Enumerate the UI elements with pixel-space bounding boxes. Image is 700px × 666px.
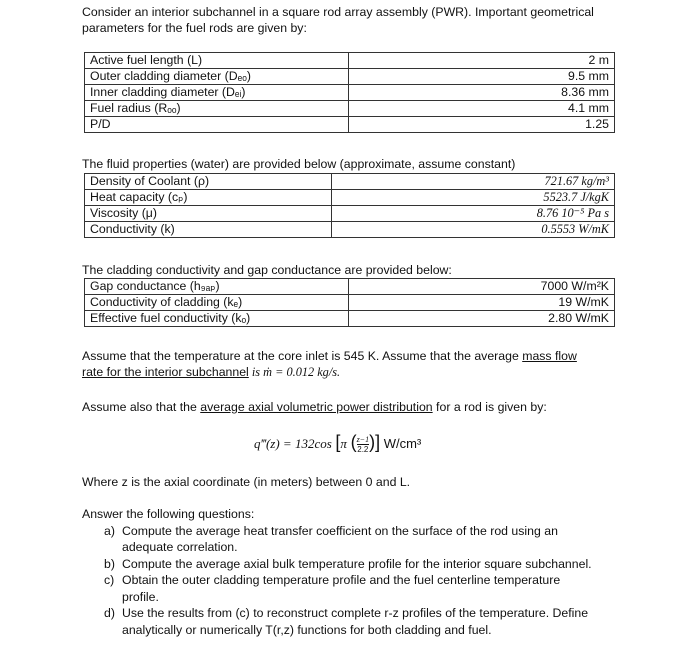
cladding-label: Conductivity of cladding (kₑ) <box>85 295 349 311</box>
table-row <box>85 117 615 133</box>
inlet-assumption <box>82 348 642 380</box>
question-key: d) <box>104 606 115 620</box>
table-row <box>85 85 615 101</box>
geometry-label: P/D <box>85 117 349 133</box>
intro-paragraph <box>82 4 642 36</box>
cladding-caption: The cladding conductivity and gap conductance are provided below: <box>82 263 452 277</box>
power-equation: q‴(z) = 132cos [π ( $\frac{z-1}{2.2}$ )] W/cm³ <box>254 432 422 455</box>
subchannel-link[interactable]: rate for the interior subchannel <box>82 365 249 379</box>
power-distribution-link[interactable]: average axial volumetric power distribution <box>200 400 433 414</box>
questions-list <box>82 506 642 638</box>
fluid-label: Viscosity (μ) <box>85 206 332 222</box>
cladding-value: 2.80 W/mK <box>349 311 615 327</box>
table-row <box>85 101 615 117</box>
question-line: Obtain the outer cladding temperature profile and the fuel centerline temperature <box>122 573 561 587</box>
inlet-text: Assume that the temperature at the core inlet is 545 K. Assume that the average <box>82 349 523 363</box>
equation-pi: π <box>340 436 347 451</box>
equation-units: W/cm³ <box>383 436 422 451</box>
list-item <box>82 572 642 605</box>
cladding-value: 19 W/mK <box>349 295 615 311</box>
geometry-value: 8.36 mm <box>349 85 615 101</box>
geometry-value: 2 m <box>349 53 615 69</box>
table-row <box>85 53 615 69</box>
equation-numerator: z−1 <box>356 435 370 445</box>
geometry-label: Outer cladding diameter (Dₑₒ) <box>85 69 349 85</box>
question-line: Compute the average heat transfer coefficient on the surface of the rod using an <box>122 523 558 538</box>
mass-flow-link[interactable]: mass flow <box>522 349 577 363</box>
question-line: Compute the average axial bulk temperature profile for the interior square subchannel. <box>122 556 592 571</box>
intro-line-1: Consider an interior subchannel in a square rod array assembly (PWR). Important geometrical <box>82 5 594 19</box>
fluid-caption: The fluid properties (water) are provided below (approximate, assume constant) <box>82 157 516 171</box>
question-key: a) <box>104 523 115 538</box>
question-key: b) <box>104 556 115 571</box>
fluid-value: 8.76 10⁻⁵ Pa s <box>332 206 615 222</box>
list-item <box>82 605 642 638</box>
table-row <box>85 311 615 327</box>
power-text-post: for a rod is given by: <box>432 400 547 414</box>
table-row <box>85 69 615 85</box>
intro-line-2: parameters for the fuel rods are given by: <box>82 21 307 35</box>
cladding-label: Gap conductance (h₉ₐₚ) <box>85 279 349 295</box>
fluid-label: Conductivity (k) <box>85 222 332 238</box>
list-item <box>82 523 642 556</box>
fluid-value: 5523.7 J/kgK <box>332 190 615 206</box>
geometry-label: Inner cladding diameter (Dₑᵢ) <box>85 85 349 101</box>
geometry-value: 1.25 <box>349 117 615 133</box>
geometry-value: 4.1 mm <box>349 101 615 117</box>
question-line: analytically or numerically T(r,z) functions for both cladding and fuel. <box>122 622 492 637</box>
geometry-value: 9.5 mm <box>349 69 615 85</box>
fluid-value: 721.67 kg/m³ <box>332 174 615 190</box>
table-row <box>85 174 615 190</box>
cladding-table <box>84 278 615 327</box>
question-line: adequate correlation. <box>122 540 238 554</box>
table-row <box>85 295 615 311</box>
fluid-label: Density of Coolant (ρ) <box>85 174 332 190</box>
geometry-table <box>84 52 615 133</box>
question-line: Use the results from (c) to reconstruct complete r-z profiles of the temperature. Define <box>122 606 589 620</box>
question-key: c) <box>104 573 115 587</box>
geometry-label: Active fuel length (L) <box>85 53 349 69</box>
cladding-label: Effective fuel conductivity (kₒ) <box>85 311 349 327</box>
table-row <box>85 222 615 238</box>
cladding-value: 7000 W/m²K <box>349 279 615 295</box>
table-row <box>85 206 615 222</box>
table-row <box>85 190 615 206</box>
where-text: Where z is the axial coordinate (in meters) between 0 and L. <box>82 475 411 489</box>
equation-denominator: 2.2 <box>357 445 369 455</box>
fluid-value: 0.5553 W/mK <box>332 222 615 238</box>
fluid-label: Heat capacity (cₚ) <box>85 190 332 206</box>
list-item <box>82 556 642 573</box>
power-assumption <box>82 399 547 415</box>
geometry-label: Fuel radius (Rₒₒ) <box>85 101 349 117</box>
mass-flow-value: is ṁ = 0.012 kg/s. <box>248 365 341 379</box>
equation-lhs: q‴(z) = 132cos <box>254 436 332 451</box>
questions-heading: Answer the following questions: <box>82 507 255 521</box>
power-text-pre: Assume also that the <box>82 400 201 414</box>
fluid-table <box>84 173 615 238</box>
question-line: profile. <box>122 589 159 604</box>
table-row <box>85 279 615 295</box>
